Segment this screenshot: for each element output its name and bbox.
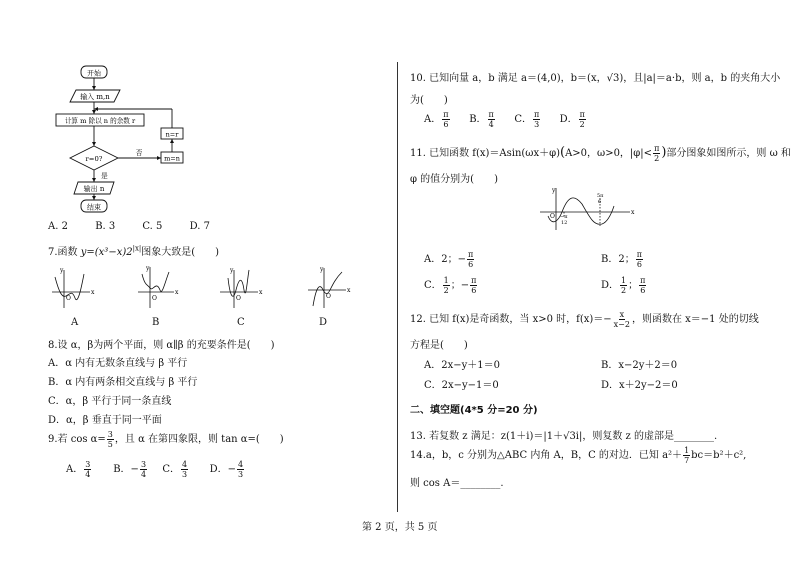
- svg-text:y: y: [320, 266, 324, 273]
- q9-option-b: B．− $\frac{3}{4}$: [113, 460, 147, 479]
- flowchart: [48, 62, 208, 217]
- flow-compute: 计算 m 除以 n 的余数 r: [64, 117, 136, 125]
- q6-option-b: B. 3: [95, 221, 116, 232]
- q12-option-c: C．2x−y−1＝0: [424, 380, 499, 391]
- svg-text:−π: −π: [560, 214, 568, 220]
- q12-option-d: D．x＋2y−2＝0: [601, 380, 678, 391]
- q10-option-a: A． $\frac{\pi}{6}$: [424, 110, 449, 129]
- q8-option-d: D．α，β 垂直于同一平面: [48, 415, 162, 426]
- section-fill-in-title: 二、填空题(4*5 分=20 分): [410, 405, 538, 416]
- flow-n-assign: n=r: [165, 130, 179, 139]
- flow-start: 开始: [87, 69, 101, 78]
- q6-options: [48, 221, 210, 232]
- svg-text:O: O: [66, 295, 71, 302]
- q12-option-a: A．2x−y＋1＝0: [424, 360, 500, 371]
- q12-line1: 12. 已知 f(x)是奇函数，当 x>0 时，f(x)＝− $\frac{x}{x-2}$ ，则函数在 x＝−1 处的切线: [410, 310, 759, 329]
- q9-stem: 9.若 cos α= $\frac{3}{5}$ ，且 α 在第四象限，则 tan α=( ): [48, 430, 284, 449]
- q10-option-c: C． $\frac{\pi}{3}$: [514, 110, 540, 129]
- q6-option-c: C. 5: [142, 221, 163, 232]
- q10-option-d: D． $\frac{\pi}{2}$: [559, 110, 585, 129]
- q9-option-a: A． $\frac{3}{4}$: [66, 460, 91, 479]
- q14-line2: 则 cos A＝________.: [410, 478, 504, 489]
- svg-text:O: O: [550, 213, 555, 220]
- column-divider: [397, 62, 398, 512]
- q10-line2: 为( ): [410, 95, 448, 106]
- q11-line1: 11. 已知函数 f(x)＝Asin(ωx＋φ)(A>0，ω>0，|φ|< $\frac{\pi}{2}$ )部分图象如图所示，则 ω 和: [410, 144, 791, 163]
- q10-option-b: B． $\frac{\pi}{4}$: [469, 110, 494, 129]
- q7-label-b: B: [152, 317, 160, 328]
- q11-option-c: C． $\frac{1}{2}$ ；− $\frac{\pi}{6}$: [424, 276, 477, 295]
- q11-option-d: D． $\frac{1}{2}$ ； $\frac{\pi}{6}$: [601, 276, 646, 295]
- q8-option-c: C．α，β 平行于同一条直线: [48, 396, 172, 407]
- svg-text:x: x: [91, 289, 95, 296]
- flow-output: 输出 n: [83, 185, 105, 193]
- q12-option-b: B．x−2y＋2＝0: [601, 360, 678, 371]
- flow-end: 结束: [87, 203, 101, 212]
- q7-graphs: [48, 262, 358, 314]
- flow-yes-label: 是: [101, 172, 108, 180]
- svg-text:O: O: [236, 295, 241, 302]
- q7-stem: 7.函数 $y=(x^3-x)2^{|x|}$图象大致是( ): [48, 244, 220, 258]
- q8-option-a: A．α 内有无数条直线与 β 平行: [48, 358, 188, 369]
- svg-text:y: y: [146, 265, 150, 272]
- svg-text:y: y: [60, 267, 64, 274]
- svg-text:x: x: [175, 289, 179, 296]
- svg-text:y: y: [230, 267, 234, 274]
- flow-m-assign: m=n: [164, 154, 180, 163]
- q6-option-d: D. 7: [189, 221, 210, 232]
- q7-label-d: D: [319, 317, 328, 328]
- svg-text:x: x: [631, 209, 635, 216]
- q9-option-c: C． $\frac{4}{3}$: [162, 460, 188, 479]
- svg-text:6: 6: [598, 199, 602, 205]
- q9-option-d: D．− $\frac{4}{3}$: [209, 460, 244, 479]
- flow-no-label: 否: [135, 149, 143, 157]
- svg-text:y: y: [552, 187, 556, 194]
- q14-line1: 14.a，b，c 分别为△ABC 内角 A，B，C 的对边．已知 a²＋ $\frac{1}{7}$ bc＝b²＋c²,: [410, 446, 747, 465]
- q10-line1: 10. 已知向量 a，b 满足 a＝(4,0)，b＝(x，√3)，且|a|＝a·b，则 a，b 的夹角大小: [410, 73, 781, 84]
- q11-option-a: A．2；− $\frac{\pi}{6}$: [424, 250, 474, 269]
- svg-text:O: O: [152, 295, 157, 302]
- q9-options: [66, 460, 245, 479]
- q7-label-a: A: [71, 317, 79, 328]
- q8-option-b: B．α 内有两条相交直线与 β 平行: [48, 377, 198, 388]
- q8-stem: 8.设 α，β为两个平面，则 α∥β 的充要条件是( ): [48, 340, 275, 351]
- svg-text:5π: 5π: [597, 193, 604, 199]
- flow-condition: r=0?: [85, 155, 103, 163]
- q11-option-b: B．2； $\frac{\pi}{6}$: [601, 250, 642, 269]
- flow-input: 输入 m,n: [80, 93, 110, 101]
- q13-stem: 13. 若复数 z 满足：z(1＋i)＝|1＋√3i|，则复数 z 的虚部是________.: [410, 431, 718, 442]
- page-footer: 第 2 页，共 5 页: [362, 522, 438, 533]
- q10-options: [424, 110, 587, 129]
- svg-text:12: 12: [561, 220, 568, 226]
- svg-text:x: x: [259, 289, 263, 296]
- svg-text:O: O: [326, 293, 331, 300]
- q6-option-a: A. 2: [48, 221, 68, 232]
- q11-line2: φ 的值分别为( ): [410, 174, 498, 185]
- q12-line2: 方程是( ): [410, 340, 468, 351]
- svg-text:x: x: [347, 287, 351, 294]
- q11-graph: [538, 186, 638, 232]
- q7-label-c: C: [237, 317, 245, 328]
